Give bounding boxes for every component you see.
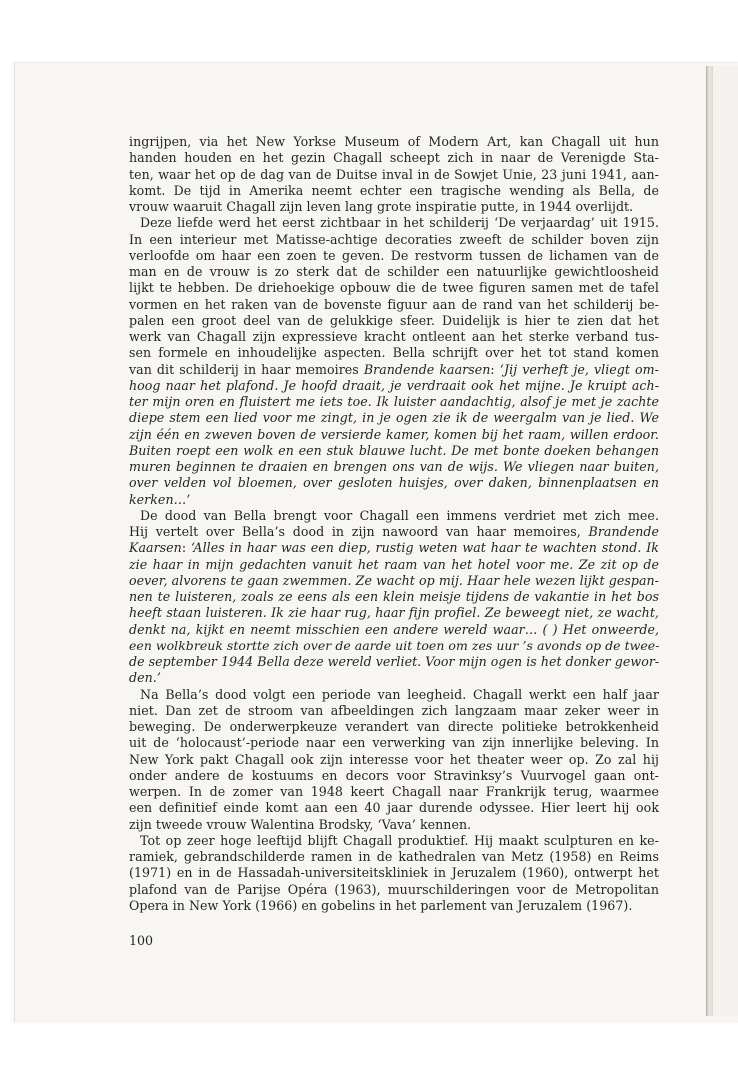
text-run: palen een groot deel van de gelukkige sfeer. Duidelijk is hier te zien dat het — [129, 312, 659, 328]
text-run: vormen en het raken van de bovenste figuur aan de rand van het schilderij be- — [129, 296, 659, 312]
text-line — [129, 150, 659, 166]
text-run: onder andere de kostuums en decors voor Stravinksy’s Vuurvogel gaan ont- — [129, 767, 659, 783]
text-run: ingrijpen, via het New Yorkse Museum of Modern Art, kan Chagall uit hun — [129, 134, 659, 149]
italic-run: ‘Alles in haar was een diep, rustig weten wat haar te wachten stond. Ik — [191, 540, 659, 556]
text-line — [129, 167, 659, 183]
text-run: ramiek, gebrandschilderde ramen in de kathedralen van Metz (1958) en Reims — [129, 849, 659, 864]
text-run: : — [490, 361, 500, 377]
italic-run: den.’ — [129, 670, 161, 686]
text-line — [129, 475, 659, 491]
text-line — [129, 670, 659, 686]
italic-run: een wolkbreuk stortte zich over de aarde uit toen om zes uur ’s avonds op de twee- — [129, 637, 660, 653]
text-line — [129, 215, 659, 231]
text-run: handen houden en het gezin Chagall scheept zich in naar de Verenigde Sta- — [129, 150, 659, 166]
text-run: van dit schilderij in haar memoires — [129, 361, 364, 377]
text-run: plafond van de Parijse Opéra (1963), muurschilderingen voor de Metropolitan — [129, 881, 659, 897]
body-text — [129, 134, 659, 914]
text-run: sen formele en inhoudelijke aspecten. Bella schrijft over het tot stand komen — [129, 345, 659, 361]
italic-run: diepe stem een lied voor me zingt, in je ogen zie ik de weergalm van je lied. We — [129, 410, 659, 426]
italic-run: ‘Jij verheft je, vliegt om- — [499, 361, 659, 377]
italic-run: heeft staan luisteren. Ik zie haar rug, haar fijn profiel. Ze beweegt niet, ze wacht, — [129, 605, 659, 621]
italic-run: nen te luisteren, zoals ze eens als een klein meisje tijdens de vakantie in het bos — [129, 589, 659, 604]
text-run: man en de vrouw is zo sterk dat de schilder een natuurlijke gewichtloosheid — [129, 264, 659, 279]
text-line — [129, 735, 659, 751]
text-line — [129, 394, 659, 410]
text-line — [129, 508, 659, 524]
text-line — [129, 248, 659, 264]
page-edge-shadow — [706, 66, 713, 1016]
page-number: 100 — [129, 933, 154, 948]
italic-run: Kaarsen — [129, 540, 182, 556]
text-line — [129, 622, 659, 638]
text-line — [129, 898, 659, 914]
text-run: (1971) en in de Hassadah-universiteitskliniek in Jeruzalem (1960), ontwerpt het — [129, 865, 659, 881]
paragraph-p3 — [129, 508, 659, 687]
text-run: Na Bella’s dood volgt een periode van leegheid. Chagall werkt een half jaar — [140, 686, 659, 702]
text-run: verloofde om haar een zoen te geven. De restvorm tussen de lichamen van de — [129, 247, 659, 263]
text-line — [129, 329, 659, 345]
text-run: beweging. De onderwerpkeuze verandert van directe politieke betrokkenheid — [129, 719, 659, 734]
text-run: Opera in New York (1966) en gobelins in het parlement van Jeruzalem (1967). — [129, 897, 633, 913]
text-run: uit de ‘holocaust’-periode naar een verwerking van zijn innerlijke beleving. In — [129, 735, 659, 751]
text-run: Tot op zeer hoge leeftijd blijft Chagall produktief. Hij maakt sculpturen en ke- — [140, 832, 659, 848]
italic-run: denkt na, kijkt en neemt misschien een andere wereld waar… ( ) Het onweerde, — [129, 621, 659, 637]
text-line — [129, 183, 659, 199]
text-line — [129, 784, 659, 800]
text-line — [129, 378, 659, 394]
text-line — [129, 199, 659, 215]
text-line — [129, 882, 659, 898]
text-line — [129, 427, 659, 443]
text-run: Hij vertelt over Bella’s dood in zijn nawoord van haar memoires, — [129, 524, 589, 539]
text-line — [129, 540, 659, 556]
text-run: vrouw waaruit Chagall zijn leven lang grote inspiratie putte, in 1944 overlijdt. — [129, 199, 634, 214]
paragraph-p2 — [129, 215, 659, 508]
text-run: lijkt te hebben. De driehoekige opbouw die de twee figuren samen met de tafel — [129, 280, 659, 296]
text-line — [129, 800, 659, 816]
text-line — [129, 817, 659, 833]
italic-run: Buiten roept een wolk en een stuk blauwe lucht. De met bonte doeken behangen — [129, 442, 659, 458]
text-line — [129, 264, 659, 280]
text-line — [129, 345, 659, 361]
text-line — [129, 654, 659, 670]
text-line — [129, 849, 659, 865]
text-run: werk van Chagall zijn expressieve kracht ontleent aan het sterke verband tus- — [129, 329, 659, 344]
text-run: Deze liefde werd het eerst zichtbaar in het schilderij ‘De verjaardag’ uit 1915. — [140, 215, 659, 231]
text-run: niet. Dan zet de stroom van afbeeldingen zich langzaam maar zeker weer in — [129, 702, 659, 718]
text-line — [129, 443, 659, 459]
italic-run: muren beginnen te draaien en brengen ons van de wijs. We vliegen naar buiten, — [129, 459, 659, 474]
text-line — [129, 524, 659, 540]
paragraph-p4 — [129, 687, 659, 833]
italic-run: zijn één en zweven boven de versierde kamer, komen bij het raam, willen erdoor. — [129, 426, 659, 442]
italic-run: oever, alvorens te gaan zwemmen. Ze wacht op mij. Haar hele wezen lijkt gespan- — [129, 572, 659, 588]
text-run: : — [181, 540, 191, 556]
italic-run: de september 1944 Bella deze wereld verliet. Voor mijn ogen is het donker gewor- — [129, 654, 660, 669]
text-run: een definitief einde komt aan een 40 jaar durende odyssee. Hier leert hij ook — [129, 800, 659, 816]
text-line — [129, 232, 659, 248]
text-line — [129, 492, 659, 508]
text-line — [129, 752, 659, 768]
text-run: New York pakt Chagall ook zijn interesse voor het theater weer op. Zo zal hij — [129, 751, 659, 767]
text-run: zijn tweede vrouw Walentina Brodsky, ‘Vava’ kennen. — [129, 816, 472, 832]
text-run: In een interieur met Matisse-achtige decoraties zweeft de schilder boven zijn — [129, 231, 659, 247]
text-run: De dood van Bella brengt voor Chagall een immens verdriet met zich mee. — [140, 507, 659, 523]
text-line — [129, 638, 659, 654]
text-run: werpen. In de zomer van 1948 keert Chagall naar Frankrijk terug, waarmee — [129, 784, 659, 799]
text-line — [129, 865, 659, 881]
italic-run: Brandende kaarsen — [363, 361, 491, 377]
text-line — [129, 719, 659, 735]
italic-run: kerken…’ — [129, 491, 191, 507]
italic-run: Brandende — [588, 524, 659, 539]
text-line — [129, 833, 659, 849]
paragraph-p5 — [129, 833, 659, 914]
text-line — [129, 605, 659, 621]
text-line — [129, 134, 659, 150]
italic-run: hoog naar het plafond. Je hoofd draait, je verdraait ook het mijne. Je kruipt ach- — [129, 377, 659, 393]
text-line — [129, 362, 659, 378]
text-line — [129, 768, 659, 784]
text-line — [129, 410, 659, 426]
text-line — [129, 573, 659, 589]
italic-run: zie haar in mijn gedachten vanuit het raam van het hotel voor me. Ze zit op de — [129, 556, 659, 572]
italic-run: ter mijn oren en fluistert me iets toe. Ik luister aandachtig, alsof je met je zachte — [129, 394, 659, 409]
text-line — [129, 313, 659, 329]
text-line — [129, 687, 659, 703]
italic-run: over velden vol bloemen, over gesloten huisjes, over daken, binnenplaatsen en — [129, 475, 659, 491]
page-edge-outer — [713, 66, 738, 1016]
text-line — [129, 703, 659, 719]
text-line — [129, 459, 659, 475]
text-run: komt. De tijd in Amerika neemt echter een tragische wending als Bella, de — [129, 182, 659, 198]
text-line — [129, 589, 659, 605]
text-run: ten, waar het op de dag van de Duitse inval in de Sowjet Unie, 23 juni 1941, aan- — [129, 166, 659, 182]
text-line — [129, 280, 659, 296]
text-line — [129, 297, 659, 313]
text-line — [129, 557, 659, 573]
paragraph-p1 — [129, 134, 659, 215]
